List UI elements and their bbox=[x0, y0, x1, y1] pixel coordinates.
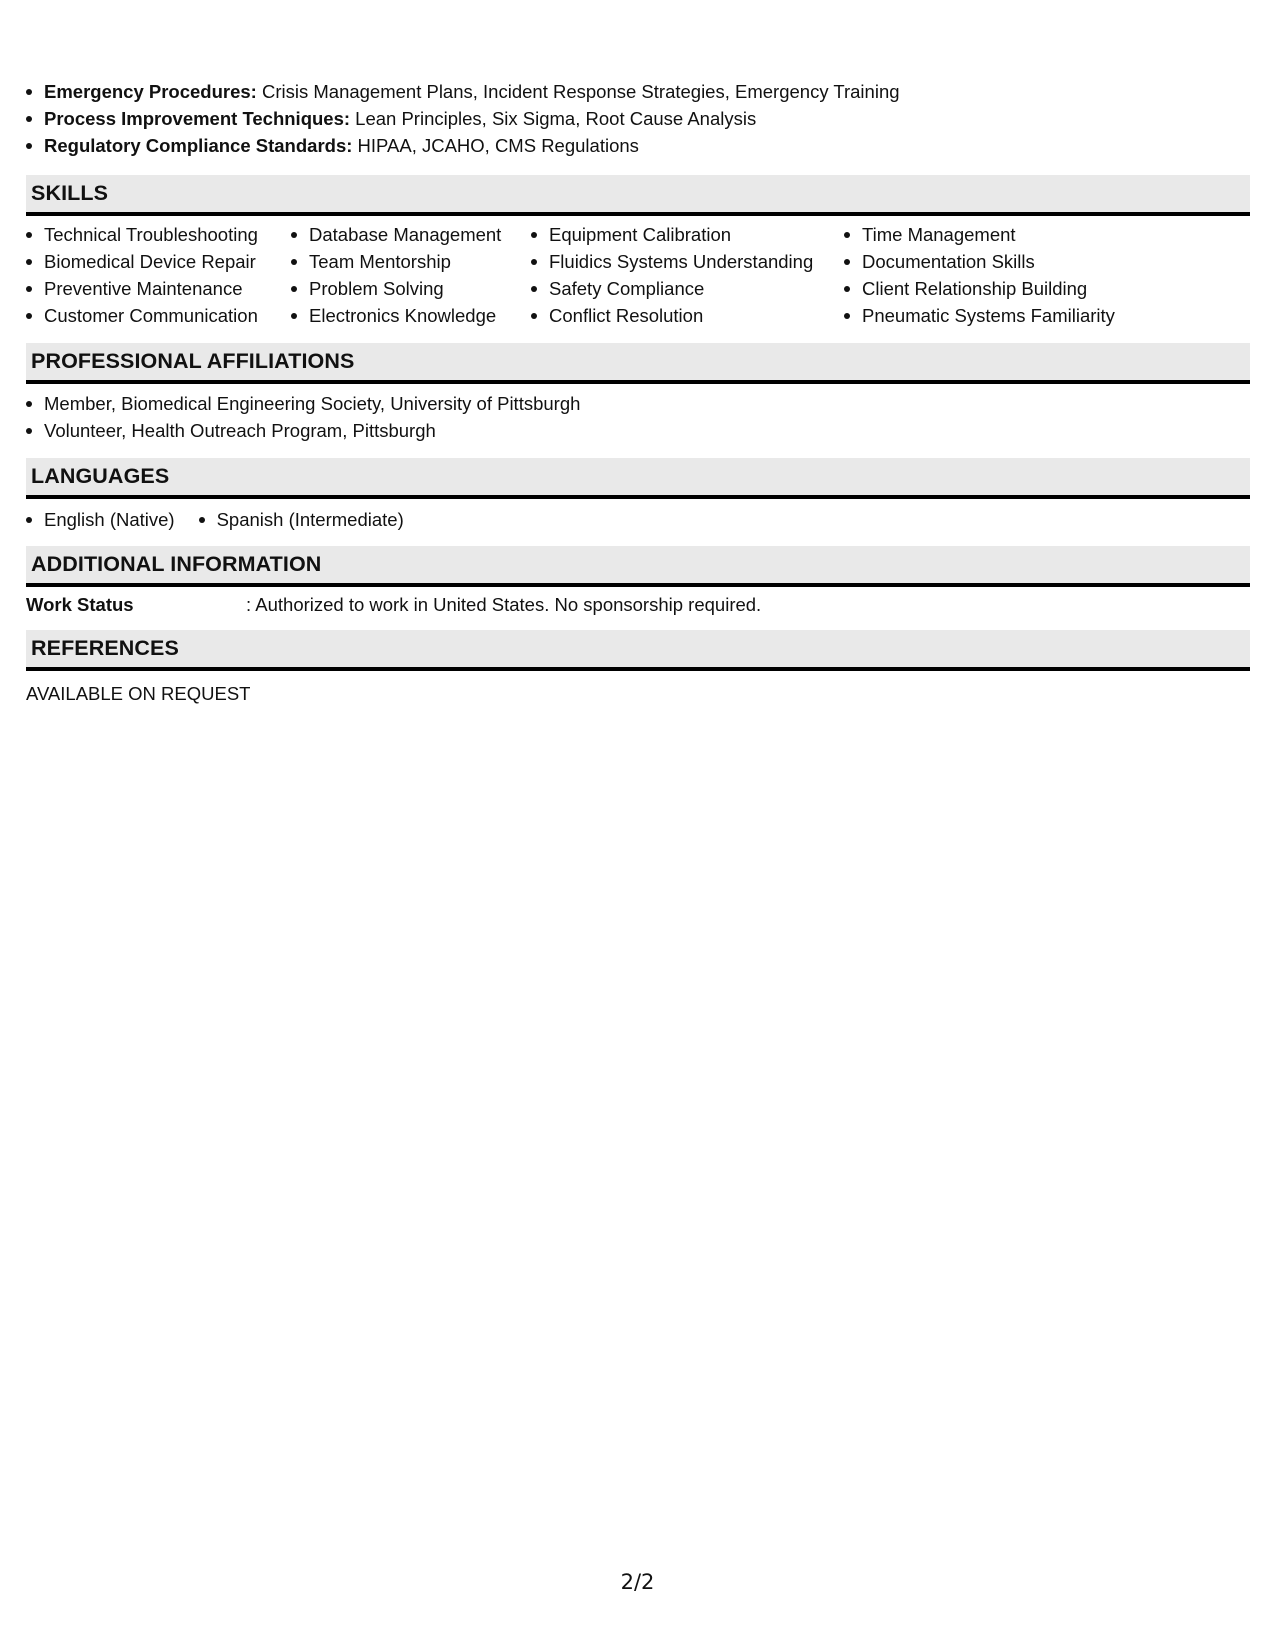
item-text: HIPAA, JCAHO, CMS Regulations bbox=[352, 135, 639, 156]
skill-item: Electronics Knowledge bbox=[291, 302, 531, 329]
skill-item: Documentation Skills bbox=[844, 248, 1224, 275]
skill-item: Pneumatic Systems Familiarity bbox=[844, 302, 1224, 329]
item-label: Regulatory Compliance Standards: bbox=[44, 135, 353, 156]
skill-item: Equipment Calibration bbox=[531, 221, 844, 248]
item-text: Crisis Management Plans, Incident Response Strategies, Emergency Training bbox=[256, 81, 900, 102]
affiliation-item: Volunteer, Health Outreach Program, Pittsburgh bbox=[26, 417, 1250, 444]
skills-column bbox=[844, 221, 1224, 329]
language-entry bbox=[199, 506, 404, 533]
item-label: Process Improvement Techniques: bbox=[44, 108, 351, 129]
item-text: Lean Principles, Six Sigma, Root Cause Analysis bbox=[350, 108, 757, 129]
skill-item: Fluidics Systems Understanding bbox=[531, 248, 844, 275]
affiliations-list bbox=[26, 390, 1250, 444]
skills-grid bbox=[26, 221, 1250, 329]
skill-item: Customer Communication bbox=[26, 302, 291, 329]
language-item: English (Native) bbox=[26, 506, 175, 533]
skills-column bbox=[291, 221, 531, 329]
references-text: AVAILABLE ON REQUEST bbox=[26, 683, 251, 704]
skills-heading: SKILLS bbox=[26, 175, 1250, 216]
languages-heading: LANGUAGES bbox=[26, 458, 1250, 499]
skill-item: Technical Troubleshooting bbox=[26, 221, 291, 248]
skills-column bbox=[26, 221, 291, 329]
work-status-label: Work Status bbox=[26, 594, 134, 615]
technical-expertise-list bbox=[26, 78, 1250, 159]
work-status-row bbox=[26, 591, 1250, 618]
skill-item: Database Management bbox=[291, 221, 531, 248]
skill-item: Problem Solving bbox=[291, 275, 531, 302]
languages-list bbox=[26, 506, 1250, 533]
skill-item: Client Relationship Building bbox=[844, 275, 1224, 302]
work-status-value: : Authorized to work in United States. No sponsorship required. bbox=[246, 594, 762, 615]
skills-column bbox=[531, 221, 844, 329]
affiliation-item: Member, Biomedical Engineering Society, University of Pittsburgh bbox=[26, 390, 1250, 417]
skill-item: Conflict Resolution bbox=[531, 302, 844, 329]
page-number: 2/2 bbox=[620, 1570, 655, 1594]
list-item bbox=[26, 132, 1250, 159]
affiliations-heading: PROFESSIONAL AFFILIATIONS bbox=[26, 343, 1250, 384]
skill-item: Team Mentorship bbox=[291, 248, 531, 275]
item-label: Emergency Procedures: bbox=[44, 81, 257, 102]
skill-item: Safety Compliance bbox=[531, 275, 844, 302]
list-item bbox=[26, 78, 1250, 105]
additional-info-heading: ADDITIONAL INFORMATION bbox=[26, 546, 1250, 587]
skill-item: Preventive Maintenance bbox=[26, 275, 291, 302]
language-item: Spanish (Intermediate) bbox=[199, 506, 404, 533]
references-heading: REFERENCES bbox=[26, 630, 1250, 671]
skill-item: Time Management bbox=[844, 221, 1224, 248]
skill-item: Biomedical Device Repair bbox=[26, 248, 291, 275]
language-entry bbox=[26, 506, 175, 533]
list-item bbox=[26, 105, 1250, 132]
resume-page bbox=[26, 78, 1250, 707]
